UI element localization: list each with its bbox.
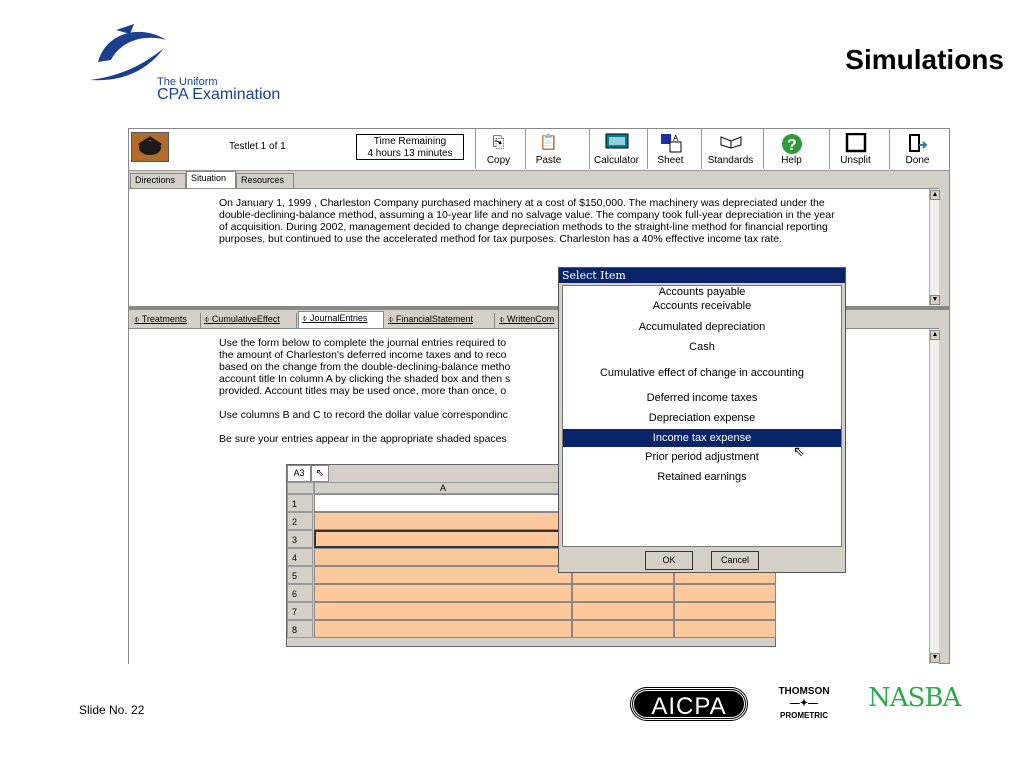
thomson-text: THOMSON [778, 686, 830, 697]
scroll-up-icon[interactable]: ▲ [931, 191, 939, 198]
sheet-icon [648, 133, 693, 153]
cpa-swoosh-icon [86, 22, 176, 84]
row-header: 3 [287, 530, 313, 548]
standards-button[interactable] [701, 129, 759, 169]
corner-header [287, 482, 314, 494]
testlet-indicator: Testlet 1 of 1 [229, 141, 286, 152]
cell-a8[interactable] [314, 620, 572, 638]
instruction-line: the amount of Charleston's deferred income taxes and to reco [219, 349, 507, 361]
account-list[interactable] [562, 285, 842, 547]
scroll-down-icon[interactable]: ▼ [931, 654, 939, 661]
done-label: Done [905, 155, 930, 166]
cancel-button[interactable]: Cancel [711, 551, 759, 570]
thomson-prometric-logo [766, 686, 842, 722]
copy-icon: ⎘ [492, 134, 505, 151]
tab-journal-entries[interactable]: ⌽ JournalEntries [298, 311, 384, 328]
list-item[interactable]: Cash [689, 341, 715, 353]
cell-a6[interactable] [314, 584, 572, 602]
cursor-icon: ⇖ [311, 465, 329, 482]
tab-resources[interactable]: Resources [236, 173, 294, 188]
row-header: 5 [287, 566, 313, 584]
exit-door-icon [890, 133, 945, 153]
aicpa-logo: AICPA [631, 688, 747, 720]
cell-b7[interactable] [572, 602, 674, 620]
help-button[interactable] [763, 129, 819, 169]
cell-a2[interactable] [314, 512, 572, 530]
ok-button[interactable]: OK [645, 551, 693, 570]
tab-situation[interactable]: Situation [186, 171, 236, 188]
list-item[interactable]: Accounts payable [658, 286, 746, 298]
row-header: 7 [287, 602, 313, 620]
situation-text: On January 1, 1999 , Charleston Company purchased machinery at a cost of $150,000. The machinery was depreciated under the double-declining-balance method, assuming a 10-year life and no salvage value. The company took full-year depreciation in the year of acquisition. During 2002, management decided to change depreciation methods to the straight-line method for financial reporting purposes, but continued to use the accelerated method for tax purposes. Charleston has a 40% effective income tax rate. [219, 197, 835, 245]
list-item[interactable]: Retained earnings [657, 471, 747, 483]
sheet-button[interactable] [647, 129, 693, 169]
cell-c6[interactable] [674, 584, 776, 602]
instruction-line: Use columns B and C to record the dollar value correspondinc [219, 409, 508, 421]
calculator-icon [590, 133, 643, 153]
unsplit-label: Unsplit [840, 155, 871, 166]
list-item[interactable]: Accumulated depreciation [638, 321, 766, 333]
calculator-label: Calculator [593, 155, 640, 166]
paste-button[interactable] [525, 129, 571, 169]
tab-financial-statement-label: FinancialStatement [395, 314, 473, 324]
logo-line2: CPA Examination [157, 86, 281, 103]
standards-label: Standards [707, 155, 754, 166]
instruction-line: based on the change from the double-declining-balance metho [219, 361, 511, 373]
copy-button[interactable] [475, 129, 521, 169]
time-label: Time Remaining [373, 136, 447, 147]
time-remaining [356, 134, 464, 160]
select-item-dialog [558, 267, 846, 573]
app-logo-icon [131, 132, 169, 162]
done-button[interactable] [889, 129, 945, 169]
instruction-line: provided. Account titles may be used once, more than once, o [219, 385, 507, 397]
cell-reference: A3 [287, 465, 311, 482]
tab-written-communication[interactable]: ⌽ WrittenCom [499, 314, 555, 324]
list-item[interactable]: Prior period adjustment [645, 451, 759, 463]
unsplit-icon [830, 133, 881, 153]
copy-label: Copy [486, 155, 511, 166]
paste-label: Paste [535, 155, 562, 166]
row-header: 4 [287, 548, 313, 566]
journal-scrollbar[interactable] [929, 329, 939, 664]
cell-a5[interactable] [314, 566, 572, 584]
slide-number: Slide No. 22 [79, 703, 145, 717]
list-item[interactable]: Depreciation expense [648, 412, 756, 424]
help-icon [764, 133, 819, 153]
logo-line1: The Uniform [157, 76, 218, 88]
tab-journal-entries-label: JournalEntries [309, 313, 368, 323]
mouse-pointer-icon: ⇖ [793, 443, 805, 459]
help-label: Help [781, 155, 802, 166]
cell-b6[interactable] [572, 584, 674, 602]
paste-icon: 📋 [539, 134, 558, 151]
scroll-up-icon[interactable]: ▲ [931, 331, 939, 338]
cell-c8[interactable] [674, 620, 776, 638]
list-item[interactable]: Cumulative effect of change in accounting [599, 367, 805, 379]
scroll-down-icon[interactable]: ▼ [931, 296, 939, 303]
row-header: 2 [287, 512, 313, 530]
list-item-selected[interactable]: Income tax expense [563, 429, 841, 447]
tab-written-label: WrittenCom [506, 314, 555, 324]
page-title: Simulations [845, 44, 1004, 75]
instruction-line: Use the form below to complete the journal entries required to [219, 337, 507, 349]
nasba-logo: NASBA [868, 683, 961, 713]
list-item[interactable]: Accounts receivable [652, 300, 752, 312]
star-divider-icon: —✦— [789, 698, 819, 709]
toolbar [129, 129, 949, 171]
svg-text:A: A [672, 134, 678, 143]
tab-directions[interactable]: Directions [130, 173, 186, 188]
info-tabs [129, 171, 949, 188]
cell-a7[interactable] [314, 602, 572, 620]
cell-b8[interactable] [572, 620, 674, 638]
tab-financial-statement[interactable]: ⌽ FinancialStatement [385, 313, 495, 328]
list-item[interactable]: Deferred income taxes [646, 392, 758, 404]
tab-cumulative-effect[interactable]: ⌽ CumulativeEffect [201, 313, 297, 328]
column-header-a: A [314, 482, 572, 494]
cell-c7[interactable] [674, 602, 776, 620]
tab-treatments-label: Treatments [141, 314, 187, 324]
prometric-text: PROMETRIC [780, 711, 828, 720]
tab-cumulative-effect-label: CumulativeEffect [211, 314, 280, 324]
cell-a4[interactable] [314, 548, 572, 566]
svg-text:?: ? [786, 137, 797, 154]
sheet-label: Sheet [657, 155, 684, 166]
instruction-line: Be sure your entries appear in the appropriate shaded spaces [219, 433, 507, 445]
dialog-title: Select Item [559, 268, 845, 283]
cell-a3[interactable] [314, 530, 572, 548]
time-value: 4 hours 13 minutes [367, 148, 453, 159]
row-header: 6 [287, 584, 313, 602]
instruction-line: account title In column A by clicking the shaded box and then s [219, 373, 511, 385]
tab-treatments[interactable]: ⌽ Treatments [131, 313, 201, 328]
row-header: 8 [287, 620, 313, 638]
row-header: 1 [287, 494, 313, 512]
unsplit-button[interactable] [829, 129, 881, 169]
book-icon [702, 133, 759, 153]
calculator-button[interactable] [589, 129, 643, 169]
situation-scrollbar[interactable] [929, 189, 939, 306]
